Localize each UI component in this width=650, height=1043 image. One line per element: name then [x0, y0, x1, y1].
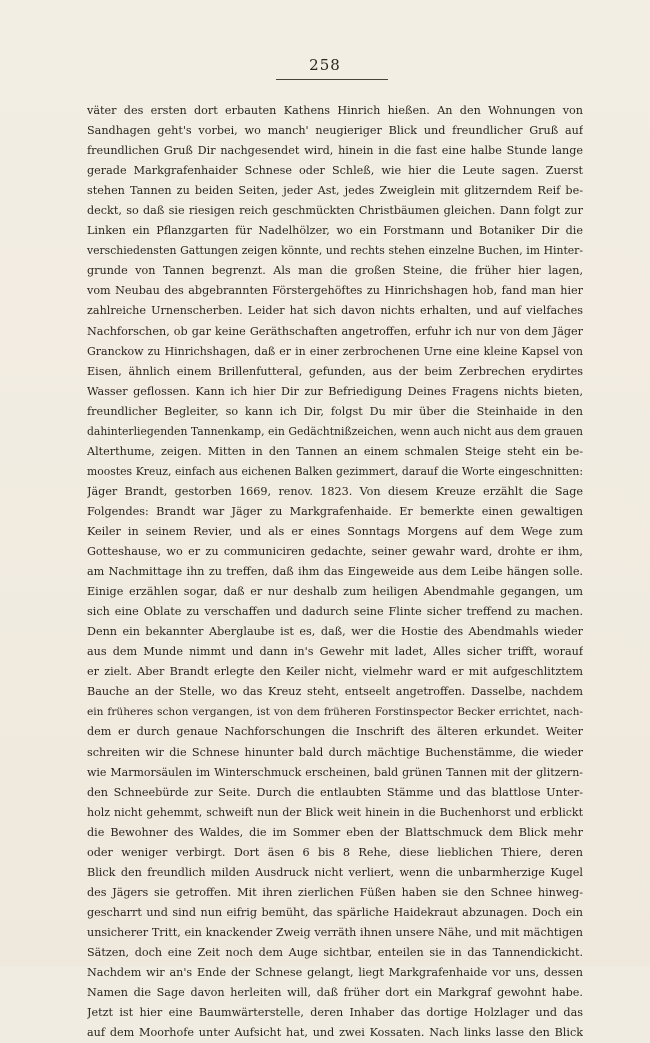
text-line: stehen Tannen zu beiden Seiten, jeder Ast, jedes Zweiglein mit glitzerndem Reif be-	[87, 184, 583, 198]
text-line: Keiler in seinem Revier, und als er eines Sonntags Morgens auf dem Wege zum	[87, 524, 583, 538]
text-line: deckt, so daß sie riesigen reich geschmückten Christbäumen gleichen. Dann folgt zur	[87, 204, 583, 218]
text-line: den Schneebürde zur Seite. Durch die entlaubten Stämme und das blattlose Unter-	[87, 785, 583, 799]
text-line: vom Neubau des abgebrannten Förstergehöftes zu Hinrichshagen hob, fand man hier	[87, 284, 583, 298]
text-line: Eisen, ähnlich einem Brillenfutteral, gefunden, aus der beim Zerbrechen erydirtes	[87, 364, 583, 378]
text-line: Folgendes: Brandt war Jäger zu Markgrafenhaide. Er bemerkte einen gewaltigen	[87, 504, 583, 518]
text-line: Nachforschen, ob gar keine Geräthschaften angetroffen, erfuhr ich nur von dem Jäger	[87, 324, 583, 338]
text-line: aus dem Munde nimmt und dann in's Gewehr mit ladet, Alles sicher trifft, worauf	[87, 645, 583, 659]
text-line: freundlicher Begleiter, so kann ich Dir, folgst Du mir über die Steinhaide in den	[87, 404, 583, 418]
text-line: moostes Kreuz, einfach aus eichenen Balken gezimmert, darauf die Worte eingeschnitten:	[87, 464, 583, 478]
text-line: freundlichen Gruß Dir nachgesendet wird, hinein in die fast eine halbe Stunde lange	[87, 144, 583, 158]
text-line: schreiten wir die Schnese hinunter bald durch mächtige Buchenstämme, die wieder	[87, 745, 583, 759]
text-line: Jäger Brandt, gestorben 1669, renov. 1823. Von diesem Kreuze erzählt die Sage	[87, 484, 583, 498]
text-line: holz nicht gehemmt, schweift nun der Blick weit hinein in die Buchenhorst und erblickt	[87, 805, 583, 819]
text-line: unsicherer Tritt, ein knackender Zweig verräth ihnen unsere Nähe, und mit mächtigen	[87, 925, 583, 939]
text-line: ein früheres schon vergangen, ist von dem früheren Forstinspector Becker errichtet, nach-	[87, 706, 583, 719]
text-line: wie Marmorsäulen im Winterschmuck erscheinen, bald grünen Tannen mit der glitzern-	[87, 765, 583, 779]
text-line: Gotteshause, wo er zu communiciren gedachte, seiner gewahr ward, drohte er ihm,	[87, 545, 583, 559]
text-line: Linken ein Pflanzgarten für Nadelhölzer, wo ein Forstmann und Botaniker Dir die	[87, 224, 583, 238]
text-line: Granckow zu Hinrichshagen, daß er in einer zerbrochenen Urne eine kleine Kapsel von	[87, 344, 583, 358]
page-number: 258	[309, 56, 341, 74]
text-line: zahlreiche Urnenscherben. Leider hat sich davon nichts erhalten, und auf vielfaches	[87, 304, 583, 318]
text-line: Sandhagen geht's vorbei, wo manch' neugieriger Blick und freundlicher Gruß auf	[87, 124, 583, 138]
text-line: er zielt. Aber Brandt erlegte den Keiler nicht, vielmehr ward er mit aufgeschlitztem	[87, 665, 583, 679]
text-line: Jetzt ist hier eine Baumwärterstelle, deren Inhaber das dortige Holzlager und das	[87, 1006, 583, 1020]
text-line: Namen die Sage davon herleiten will, daß früher dort ein Markgraf gewohnt habe.	[87, 986, 583, 1000]
text-line: sich eine Oblate zu verschaffen und dadurch seine Flinte sicher treffend zu machen.	[87, 605, 583, 619]
text-line: grunde von Tannen begrenzt. Als man die großen Steine, die früher hier lagen,	[87, 264, 583, 278]
text-line: verschiedensten Gattungen zeigen könnte, und rechts stehen einzelne Buchen, im Hinter-	[87, 244, 583, 258]
text-line: väter des ersten dort erbauten Kathens Hinrich hießen. An den Wohnungen von	[87, 104, 583, 117]
text-line: auf dem Moorhofe unter Aufsicht hat, und zwei Kossaten. Nach links lasse den Blick	[87, 1026, 583, 1040]
text-line: am Nachmittage ihn zu treffen, daß ihm das Eingeweide aus dem Leibe hängen solle.	[87, 565, 583, 579]
text-line: Alterthume, zeigen. Mitten in den Tannen an einem schmalen Steige steht ein be-	[87, 444, 583, 458]
text-line: Einige erzählen sogar, daß er nur deshalb zum heiligen Abendmahle gegangen, um	[87, 585, 583, 599]
text-line: dem er durch genaue Nachforschungen die Inschrift des älteren erkundet. Weiter	[87, 725, 583, 739]
text-line: des Jägers sie getroffen. Mit ihren zierlichen Füßen haben sie den Schnee hinweg-	[87, 885, 583, 899]
text-line: oder weniger verbirgt. Dort äsen 6 bis 8 Rehe, diese lieblichen Thiere, deren	[87, 845, 583, 859]
text-line: Denn ein bekannter Aberglaube ist es, daß, wer die Hostie des Abendmahls wieder	[87, 625, 583, 639]
text-line: Nachdem wir an's Ende der Schnese gelangt, liegt Markgrafenhaide vor uns, dessen	[87, 966, 583, 980]
text-line: Blick den freundlich milden Ausdruck nicht verliert, wenn die unbarmherzige Kugel	[87, 865, 583, 879]
text-line: gerade Markgrafenhaider Schnese oder Schleß, wie hier die Leute sagen. Zuerst	[87, 164, 583, 178]
text-line: dahinterliegenden Tannenkamp, ein Gedächtnißzeichen, wenn auch nicht aus dem grauen	[87, 424, 583, 438]
text-line: Sätzen, doch eine Zeit noch dem Auge sichtbar, enteilen sie in das Tannendickicht.	[87, 945, 583, 959]
text-line: gescharrt und sind nun eifrig bemüht, das spärliche Haidekraut abzunagen. Doch ein	[87, 905, 583, 919]
body-text	[87, 101, 583, 1043]
text-line: Wasser geflossen. Kann ich hier Dir zur Befriedigung Deines Fragens nichts bieten,	[87, 384, 583, 398]
text-line: Bauche an der Stelle, wo das Kreuz steht, entseelt angetroffen. Dasselbe, nachdem	[87, 685, 583, 699]
text-line: die Bewohner des Waldes, die im Sommer eben der Blattschmuck dem Blick mehr	[87, 825, 583, 839]
header-rule	[276, 79, 388, 80]
